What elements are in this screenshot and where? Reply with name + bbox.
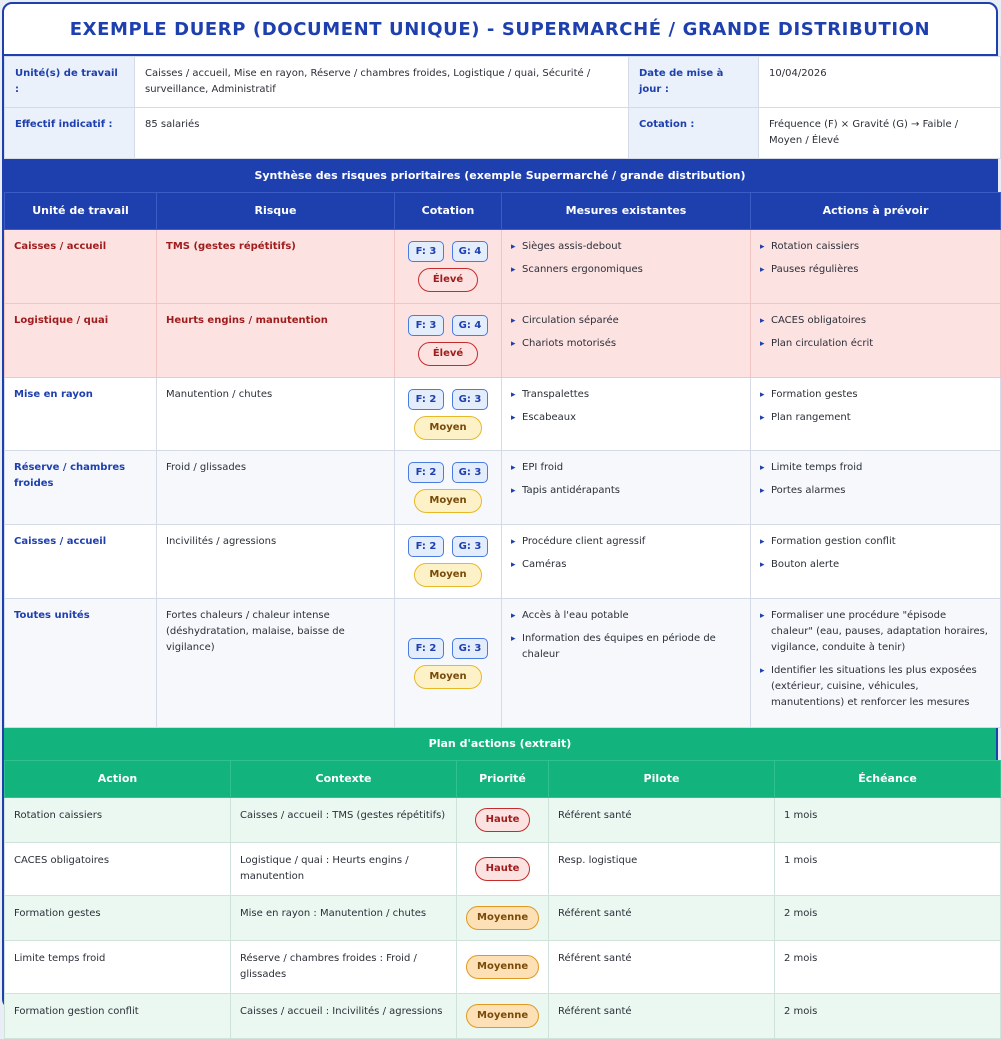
action-item: ▸ Limite temps froid	[760, 460, 991, 476]
gravity-badge: G: 3	[452, 462, 488, 483]
risk-actions	[751, 599, 1001, 728]
priority-badge: Moyenne	[466, 906, 539, 930]
plan-action: CACES obligatoires	[5, 843, 231, 896]
plan-row	[5, 798, 1001, 843]
risk-actions	[751, 378, 1001, 451]
risk-unit: Caisses / accueil	[5, 230, 157, 304]
level-badge: Moyen	[414, 416, 481, 440]
risk-name: Fortes chaleurs / chaleur intense (déshydratation, malaise, baisse de vigilance)	[157, 599, 395, 728]
measure-item: ▸ Escabeaux	[511, 410, 741, 426]
measure-item: ▸ Information des équipes en période de chaleur	[511, 631, 741, 663]
date-label: Date de mise à jour :	[629, 57, 759, 108]
plan-context: Caisses / accueil : Incivilités / agressions	[231, 994, 457, 1039]
risk-unit: Réserve / chambres froides	[5, 451, 157, 525]
risk-actions	[751, 525, 1001, 599]
plan-row	[5, 941, 1001, 994]
plan-pilot: Référent santé	[549, 896, 775, 941]
risk-unit: Toutes unités	[5, 599, 157, 728]
plan-due: 1 mois	[775, 798, 1001, 843]
info-table	[4, 56, 1001, 159]
plan-due: 1 mois	[775, 843, 1001, 896]
level-badge: Moyen	[414, 489, 481, 513]
document-title: EXEMPLE DUERP (DOCUMENT UNIQUE) - SUPERMARCHÉ / GRANDE DISTRIBUTION	[69, 18, 931, 40]
plan-context: Réserve / chambres froides : Froid / glissades	[231, 941, 457, 994]
risk-name: TMS (gestes répétitifs)	[157, 230, 395, 304]
risk-unit: Logistique / quai	[5, 304, 157, 378]
risk-header-unit: Unité de travail	[5, 193, 157, 230]
frequency-badge: F: 2	[408, 638, 444, 659]
plan-priority	[457, 843, 549, 896]
frequency-badge: F: 2	[408, 536, 444, 557]
duerp-document	[2, 2, 998, 1021]
risk-rating	[395, 599, 502, 728]
measure-item: ▸ EPI froid	[511, 460, 741, 476]
gravity-badge: G: 3	[452, 536, 488, 557]
risk-measures	[502, 451, 751, 525]
risk-actions	[751, 304, 1001, 378]
risk-actions	[751, 230, 1001, 304]
action-item: ▸ CACES obligatoires	[760, 313, 991, 329]
risk-row	[5, 378, 1001, 451]
risk-row	[5, 451, 1001, 525]
risk-rating	[395, 451, 502, 525]
plan-action: Limite temps froid	[5, 941, 231, 994]
measure-item: ▸ Caméras	[511, 557, 741, 573]
risk-row	[5, 230, 1001, 304]
title-bar	[4, 4, 996, 56]
risk-row	[5, 599, 1001, 728]
risk-measures	[502, 304, 751, 378]
risk-unit: Mise en rayon	[5, 378, 157, 451]
risk-row	[5, 304, 1001, 378]
risk-name: Manutention / chutes	[157, 378, 395, 451]
plan-section-title: Plan d'actions (extrait)	[4, 728, 996, 760]
plan-header-due: Échéance	[775, 761, 1001, 798]
risk-header-actions: Actions à prévoir	[751, 193, 1001, 230]
action-item: ▸ Plan rangement	[760, 410, 991, 426]
units-value: Caisses / accueil, Mise en rayon, Réserve / chambres froides, Logistique / quai, Sécurité / surveillance, Administratif	[135, 57, 629, 108]
plan-row	[5, 843, 1001, 896]
plan-action: Formation gestion conflit	[5, 994, 231, 1039]
plan-table	[4, 760, 1001, 1039]
action-item: ▸ Portes alarmes	[760, 483, 991, 499]
plan-due: 2 mois	[775, 994, 1001, 1039]
plan-pilot: Resp. logistique	[549, 843, 775, 896]
plan-pilot: Référent santé	[549, 941, 775, 994]
date-value: 10/04/2026	[759, 57, 1001, 108]
plan-header-context: Contexte	[231, 761, 457, 798]
risk-unit: Caisses / accueil	[5, 525, 157, 599]
frequency-badge: F: 3	[408, 241, 444, 262]
measure-item: ▸ Procédure client agressif	[511, 534, 741, 550]
measure-item: ▸ Sièges assis-debout	[511, 239, 741, 255]
plan-priority	[457, 941, 549, 994]
measure-item: ▸ Scanners ergonomiques	[511, 262, 741, 278]
level-badge: Élevé	[418, 268, 478, 292]
frequency-badge: F: 3	[408, 315, 444, 336]
action-item: ▸ Rotation caissiers	[760, 239, 991, 255]
risk-name: Froid / glissades	[157, 451, 395, 525]
plan-due: 2 mois	[775, 896, 1001, 941]
measure-item: ▸ Transpalettes	[511, 387, 741, 403]
risk-header-measures: Mesures existantes	[502, 193, 751, 230]
action-item: ▸ Formaliser une procédure "épisode chaleur" (eau, pauses, adaptation horaires, vigilance, conduite à tenir)	[760, 608, 991, 656]
priority-badge: Moyenne	[466, 955, 539, 979]
plan-row	[5, 896, 1001, 941]
measure-item: ▸ Tapis antidérapants	[511, 483, 741, 499]
plan-pilot: Référent santé	[549, 994, 775, 1039]
priority-badge: Haute	[475, 857, 531, 881]
rating-value: Fréquence (F) × Gravité (G) → Faible / Moyen / Élevé	[759, 108, 1001, 159]
risk-measures	[502, 599, 751, 728]
gravity-badge: G: 3	[452, 638, 488, 659]
risk-row	[5, 525, 1001, 599]
plan-priority	[457, 798, 549, 843]
action-item: ▸ Bouton alerte	[760, 557, 991, 573]
plan-header-row	[5, 761, 1001, 798]
risk-name: Incivilités / agressions	[157, 525, 395, 599]
risk-name: Heurts engins / manutention	[157, 304, 395, 378]
action-item: ▸ Plan circulation écrit	[760, 336, 991, 352]
gravity-badge: G: 3	[452, 389, 488, 410]
risk-measures	[502, 378, 751, 451]
risk-header-rating: Cotation	[395, 193, 502, 230]
priority-badge: Moyenne	[466, 1004, 539, 1028]
staff-value: 85 salariés	[135, 108, 629, 159]
plan-context: Mise en rayon : Manutention / chutes	[231, 896, 457, 941]
plan-action: Formation gestes	[5, 896, 231, 941]
measure-item: ▸ Accès à l'eau potable	[511, 608, 741, 624]
priority-badge: Haute	[475, 808, 531, 832]
risk-measures	[502, 230, 751, 304]
level-badge: Moyen	[414, 563, 481, 587]
plan-priority	[457, 994, 549, 1039]
plan-context: Caisses / accueil : TMS (gestes répétitifs)	[231, 798, 457, 843]
action-item: ▸ Pauses régulières	[760, 262, 991, 278]
gravity-badge: G: 4	[452, 315, 488, 336]
plan-context: Logistique / quai : Heurts engins / manutention	[231, 843, 457, 896]
plan-action: Rotation caissiers	[5, 798, 231, 843]
plan-row	[5, 994, 1001, 1039]
risk-rating	[395, 230, 502, 304]
rating-label: Cotation :	[629, 108, 759, 159]
level-badge: Élevé	[418, 342, 478, 366]
action-item: ▸ Formation gestes	[760, 387, 991, 403]
plan-due: 2 mois	[775, 941, 1001, 994]
frequency-badge: F: 2	[408, 389, 444, 410]
risk-rating	[395, 378, 502, 451]
plan-header-action: Action	[5, 761, 231, 798]
measure-item: ▸ Chariots motorisés	[511, 336, 741, 352]
plan-pilot: Référent santé	[549, 798, 775, 843]
risk-rating	[395, 525, 502, 599]
units-label: Unité(s) de travail :	[5, 57, 135, 108]
plan-header-pilot: Pilote	[549, 761, 775, 798]
risk-header-risk: Risque	[157, 193, 395, 230]
level-badge: Moyen	[414, 665, 481, 689]
risk-section-title: Synthèse des risques prioritaires (exemple Supermarché / grande distribution)	[4, 159, 996, 192]
plan-priority	[457, 896, 549, 941]
measure-item: ▸ Circulation séparée	[511, 313, 741, 329]
risk-actions	[751, 451, 1001, 525]
action-item: ▸ Formation gestion conflit	[760, 534, 991, 550]
action-item: ▸ Identifier les situations les plus exposées (extérieur, cuisine, véhicules, manutentions) et renforcer les mesures	[760, 663, 991, 711]
staff-label: Effectif indicatif :	[5, 108, 135, 159]
plan-header-priority: Priorité	[457, 761, 549, 798]
risk-table	[4, 192, 1001, 728]
frequency-badge: F: 2	[408, 462, 444, 483]
risk-measures	[502, 525, 751, 599]
risk-header-row	[5, 193, 1001, 230]
gravity-badge: G: 4	[452, 241, 488, 262]
risk-rating	[395, 304, 502, 378]
